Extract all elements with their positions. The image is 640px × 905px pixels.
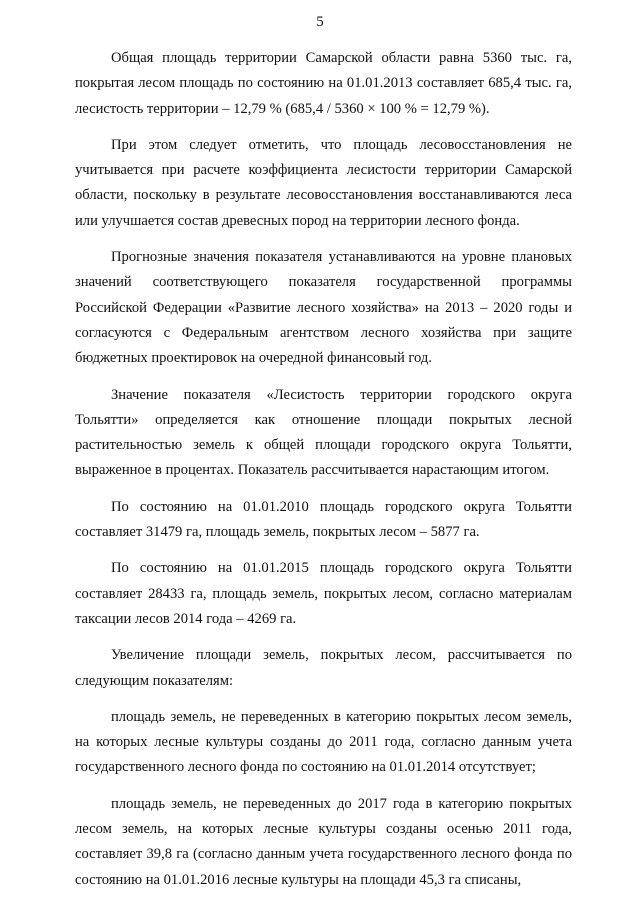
paragraph-indicator-definition: Значение показателя «Лесистость территории городского округа Тольятти» определяется как отношение площади покрытых лесной растительностью земель к общей площади городского округа Тольятти, выраженное в процентах. Показатель рассчитывается нарастающим итогом. xyxy=(75,386,572,479)
paragraph-reforestation-note: При этом следует отметить, что площадь лесовосстановления не учитывается при расчете коэффициента лесистости территории Самарской области, поскольку в результате лесовосстановления восстанавливаются леса или улучшается состав древесных пород на территории лесного фонда. xyxy=(75,136,572,229)
paragraph-2010-status: По состоянию на 01.01.2010 площадь городского округа Тольятти составляет 31479 га, площадь земель, покрытых лесом – 5877 га. xyxy=(75,498,572,541)
paragraph-lands-autumn-2011: площадь земель, не переведенных до 2017 года в категорию покрытых лесом земель, на которых лесные культуры созданы осенью 2011 года, составляет 39,8 га (согласно данным учета государственного лесного фонда по состоянию на 01.01.2016 лесные культуры на площади 45,3 га списаны, xyxy=(75,795,572,888)
paragraph-forecast-values: Прогнозные значения показателя устанавливаются на уровне плановых значений соответствующего показателя государственной программы Российской Федерации «Развитие лесного хозяйства» на 2013 – 2020 годы и согласуются с Федеральным агентством лесного хозяйства при защите бюджетных проектировок на очередной финансовый год. xyxy=(75,249,572,367)
paragraph-2015-status: По состоянию на 01.01.2015 площадь городского округа Тольятти составляет 28433 га, площадь земель, покрытых лесом, согласно материалам таксации лесов 2014 года – 4269 га. xyxy=(75,560,572,627)
paragraph-forest-area: Общая площадь территории Самарской области равна 5360 тыс. га, покрытая лесом площадь по состоянию на 01.01.2013 составляет 685,4 тыс. га, лесистость территории – 12,79 % (685,4 / 5360 × 100 % = 12,79 %). xyxy=(75,50,572,117)
paragraph-increase-intro: Увеличение площади земель, покрытых лесом, рассчитывается по следующим показателям: xyxy=(75,647,572,689)
paragraph-lands-before-2011: площадь земель, не переведенных в категорию покрытых лесом земель, на которых лесные культуры созданы до 2011 года, согласно данным учета государственного лесного фонда по состоянию на 01.01.2014 отсутствует; xyxy=(75,708,572,776)
page-number: 5 xyxy=(316,14,324,30)
document-body xyxy=(75,46,572,904)
